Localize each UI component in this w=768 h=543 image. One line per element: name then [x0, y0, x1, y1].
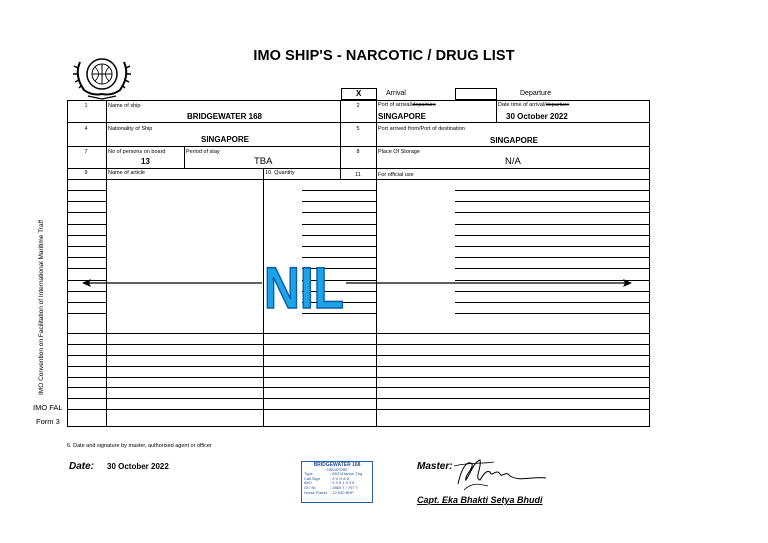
official-left-row-line — [340, 212, 376, 213]
field-4-number: 4 — [84, 126, 88, 132]
stamp-row-key: Type — [304, 471, 313, 477]
official-right-row-line — [455, 224, 650, 225]
master-signature — [450, 456, 550, 492]
full-row-line — [67, 409, 650, 410]
nationality-label: Nationality of Ship — [108, 126, 153, 132]
official-left-row-line — [340, 201, 376, 202]
master-label: Master: — [417, 461, 453, 472]
master-name: Capt. Eka Bhakti Setya Bhudi — [417, 495, 543, 505]
official-left-row-line — [340, 190, 376, 191]
official-right-row-line — [455, 302, 650, 303]
field-11-number: 11 — [355, 172, 361, 178]
quantity-row-line — [302, 190, 340, 191]
official-right-row-line — [455, 246, 650, 247]
nil-mark — [262, 256, 346, 321]
quantity-label: 10. Quantity — [265, 170, 295, 176]
stamp-row-key: IMO — [304, 480, 312, 486]
ship-name-label: Name of ship — [108, 103, 141, 109]
official-use-label: For official use — [378, 172, 414, 178]
number-col-row-line — [67, 291, 106, 292]
field-8-number: 8 — [356, 149, 360, 155]
number-col-row-line — [67, 224, 106, 225]
field-9-number: 9 — [84, 170, 88, 176]
persons-label: No of persons on board — [108, 149, 166, 155]
port-from-value[interactable]: SINGAPORE — [490, 136, 539, 145]
port-from-label: Port arrived from/Port of destination — [378, 126, 465, 132]
number-col-row-line — [67, 313, 106, 314]
number-col-row-line — [67, 246, 106, 247]
period-value[interactable]: TBA — [254, 156, 273, 167]
quantity-row-line — [302, 201, 340, 202]
persons-value[interactable]: 13 — [141, 157, 150, 166]
arrival-checkbox[interactable] — [341, 88, 377, 100]
official-right-row-line — [455, 257, 650, 258]
official-left-row-line — [340, 246, 376, 247]
official-right-row-line — [455, 313, 650, 314]
stamp-title: BRIDGEWATER 168 — [313, 462, 361, 468]
stamp-row-key: Horse Power — [304, 489, 328, 495]
convention-side-label: IMO Convention on Facilitation of International Maritime Traff — [38, 219, 45, 395]
imo-fal-label: IMO FAL — [33, 403, 63, 412]
full-row-line — [67, 387, 650, 388]
field-7-number: 7 — [84, 149, 88, 155]
number-col-row-line — [67, 235, 106, 236]
nationality-value[interactable]: SINGAPORE — [201, 135, 250, 144]
quantity-row-line — [302, 246, 340, 247]
storage-value[interactable]: N/A — [505, 156, 521, 167]
date-arrival-value[interactable]: 30 October 2022 — [506, 112, 568, 121]
quantity-row-line — [302, 212, 340, 213]
stamp-row-key: Gt / Nt — [304, 484, 316, 490]
number-col-row-line — [67, 268, 106, 269]
nil-text: NIL — [264, 256, 344, 321]
official-left-row-line — [340, 224, 376, 225]
storage-label: Place Of Storage — [378, 149, 420, 155]
field-1-number: 1 — [84, 103, 88, 109]
stamp-row-value: : 2860 T / 797 T — [330, 484, 359, 490]
stamp-row-value: : 9 V H A 6 — [330, 475, 349, 481]
full-row-line — [67, 344, 650, 345]
stamp-row — [304, 491, 370, 496]
period-label: Period of stay — [186, 149, 220, 155]
full-row-line — [67, 355, 650, 356]
official-left-row-line — [340, 235, 376, 236]
full-row-line — [67, 333, 650, 334]
official-right-row-line — [455, 201, 650, 202]
stamp-subtitle: SINGAPORE — [326, 467, 348, 472]
official-right-row-line — [455, 212, 650, 213]
departure-label: Departure — [520, 90, 552, 97]
ship-name-value[interactable]: BRIDGEWATER 168 — [187, 112, 262, 121]
full-row-line — [67, 377, 650, 378]
quantity-row-line — [302, 224, 340, 225]
form-number-label: Form 3 — [36, 417, 60, 426]
port-arrival-value[interactable]: SINGAPORE — [378, 112, 427, 121]
number-col-row-line — [67, 257, 106, 258]
field-2-number: 2 — [356, 103, 360, 109]
field-5-number: 5 — [356, 126, 360, 132]
full-row-line — [67, 398, 650, 399]
date-value[interactable]: 30 October 2022 — [107, 462, 169, 471]
arrival-mark: X — [356, 89, 362, 98]
stamp-row-value: : 12,000 BHP — [330, 489, 354, 495]
stamp-row-value: : 9 3 5 1 9 3 8 — [330, 480, 355, 486]
date-label: Date: — [69, 461, 95, 472]
date-arrival-label: Date time of arrival/departure — [498, 102, 570, 108]
ship-stamp — [301, 461, 373, 503]
number-col-row-line — [67, 190, 106, 191]
official-right-row-line — [455, 291, 650, 292]
full-row-line — [67, 366, 650, 367]
right-arrow-line — [346, 277, 632, 289]
stamp-row-value: : ANTI/Harbor Tug — [330, 471, 363, 477]
number-col-row-line — [67, 201, 106, 202]
number-col-row-line — [67, 212, 106, 213]
form-title: IMO SHIP'S - NARCOTIC / DRUG LIST — [253, 48, 515, 64]
stamp-row-key: Call Sign — [304, 475, 321, 481]
signature-note: 6. Date and signature by master, authorised agent or officer — [67, 443, 212, 449]
article-label: Name of article — [108, 170, 145, 176]
arrival-label: Arrival — [386, 90, 406, 97]
number-col-row-line — [67, 302, 106, 303]
departure-checkbox[interactable] — [455, 88, 497, 100]
official-right-row-line — [455, 235, 650, 236]
quantity-row-line — [302, 235, 340, 236]
official-right-row-line — [455, 268, 650, 269]
official-right-row-line — [455, 190, 650, 191]
left-arrow-line — [82, 277, 262, 289]
port-arrival-label: Port of arrival/departure — [378, 102, 436, 108]
